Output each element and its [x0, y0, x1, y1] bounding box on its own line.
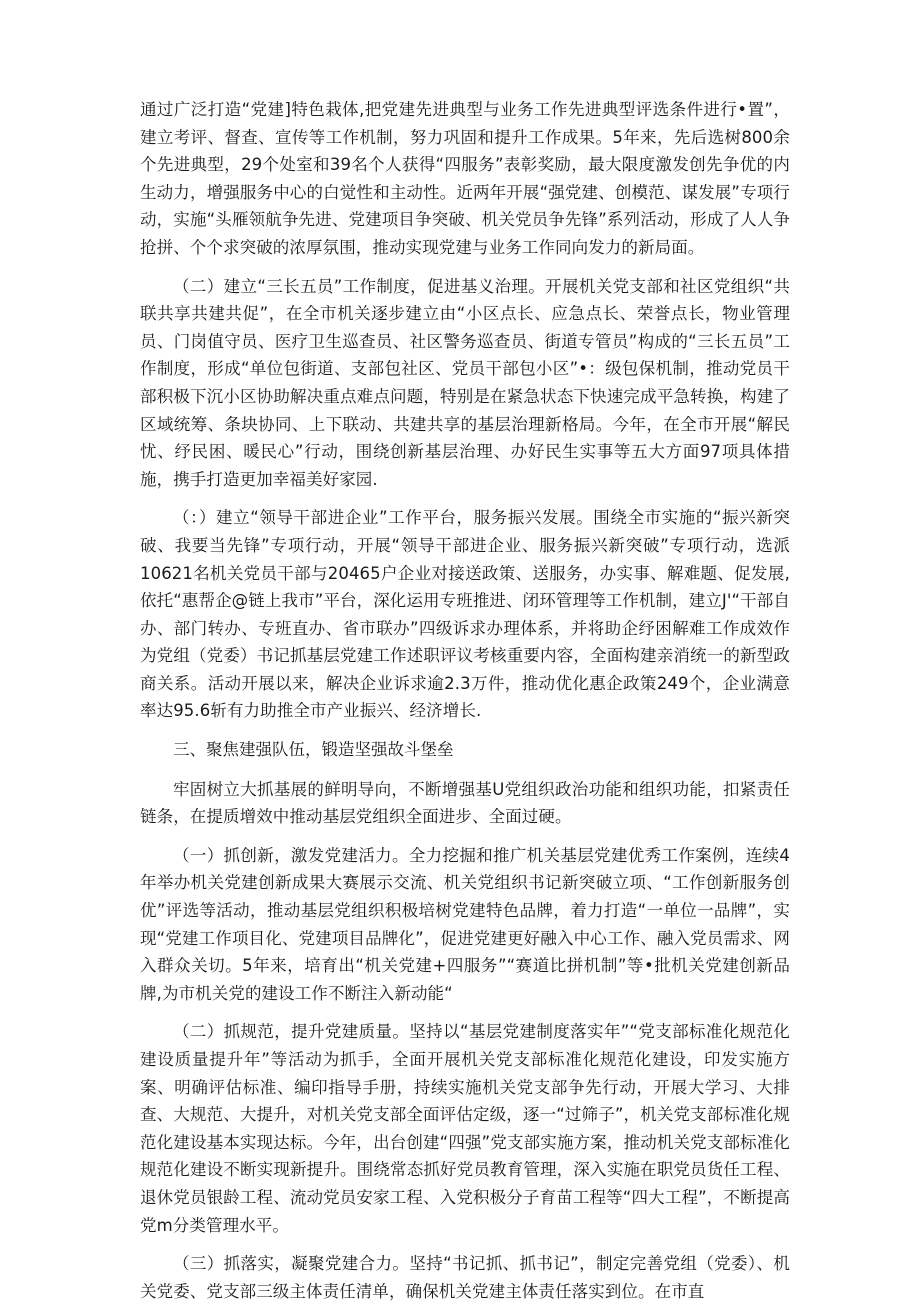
paragraph-standardization: （二）抓规范，提升党建质量。坚持以“基层党建制度落实年”“党支部标准化规范化建设质量提升年”等活动为抓手，全面开展机关党支部标准化规范化建设，印发实施方案、明确评估标准、编印指导手册，持续实施机关党支部争先行动，开展大学习、大排查、大规范、大提升，对机关党支部全面评估定级，逐一“过筛子”，机关党支部标准化规范化建设基本实现达标。今年，出台创建“四强”党支部实施方案，推动机关党支部标准化规范化建设不断实现新提升。围绕常态抓好党员教育管理，深入实施在职党员货任工程、退休党员银龄工程、流动党员安家工程、入党积极分子育苗工程等“四大工程”，不断提高党m分类管理水平。: [140, 1022, 790, 1235]
paragraph-implementation: （三）抓落实，凝聚党建合力。坚持“书记抓、抓书记”，制定完善党组（党委）、机关党委、党支部三级主体责任清单，确保机关党建主体责任落实到位。在市直: [140, 1254, 790, 1301]
paragraph-leaders-enter-enterprises: （：）建立“领导干部进企业”工作平台，服务振兴发展。围绕全市实施的“振兴新突破、我要当先锋”专项行动，开展“领导干部进企业、服务振兴新突破”专项行动，选派10621名机关党员干部与20465户企业对接送政策、送服务，办实事、解难题、促发展,依托“惠帮企@链上我市”平台，深化运用专班推进、闭环管理等工作机制，建立J'“干部自办、部门转办、专班直办、省市联办”四级诉求办理体系，并将助企纾困解难工作成效作为党组（党委）书记抓基层党建工作述职评议考核重要内容，全面构建亲消统一的新型政商关系。活动开展以来，解决企业诉求逾2.3万件，推动优化惠企政策249个，企业满意率达95.6斩有力助推全市产业振兴、经济增长.: [140, 508, 790, 721]
paragraph-party-building-carrier: 通过广泛打造“党建]特色栽体,把党建先进典型与业务工作先进典型评选条件进行•置”，建立考评、督查、宣传等工作机制，努力巩固和提升工作成果。5年来，先后选树800余个先进典型，29个处室和39名个人获得“四服务”表彰奖励，最大限度激发创先争优的内生动力，增强服务中心的白觉性和主动性。近两年开展“强党建、创模范、谋发展”专项行动，实施“头雁领航争先进、党建项目争突破、机关党员争先锋”系列活动，形成了人人争抢拼、个个求突破的浓厚氛围，推动实现党建与业务工作同向发力的新局面。: [140, 100, 790, 257]
paragraph-section-intro: 牢固树立大抓基展的鲜明导向，不断增强基U党组织政治功能和组织功能，扣紧责任链条，在提质增效中推动基层党组织全面进步、全面过硬。: [140, 779, 790, 827]
paragraph-innovation: （一）抓创新，激发党建活力。全力挖掘和推广机关基层党建优秀工作案例，连续4年举办机关党建创新成果大赛展示交流、机关党组织书记新突破立项、“工作创新服务创优”评选等活动，推动基层党组织积极培树党建特色品牌，着力打造“一单位一品牌”，实现“党建工作项目化、党建项目品牌化”，促进党建更好融入中心工作、融入党员需求、网入群众关切。5年来，培育出“机关党建+四服务”“赛道比拼机制”等•批机关党建创新品牌,为市机关党的建设工作不断注入新动能“: [140, 845, 790, 1003]
document-body: [140, 96, 790, 1316]
section-heading-three: 三、聚焦建强队伍，锻造坚强故斗堡垒: [173, 740, 454, 760]
paragraph-three-heads-five-members: （二）建立“三长五员”工作制度，促进基义治理。开展机关党支部和社区党组织“共联共享共建共促”，在全市机关逐步建立由“小区点长、应急点长、荣誉点长，物业管理员、门岗值守员、医疗卫生巡查员、社区警务巡查员、街道专管员”构成的“三长五员”工作制度，形成“单位包街道、支部包社区、党员干部包小区”•：级包保机制，推动党员干部积极下沉小区协助解决重点难点问题，特别是在紧急状态下快速完成平急转换，构建了区域统筹、条块协同、上下联动、共建共享的基层治理新格局。今年，在全市开展“解民忧、纾民困、暖民心”行动，围绕创新基层治理、办好民生实事等五大方面97项具体措施，携手打造更加幸福美好家园.: [140, 276, 790, 489]
